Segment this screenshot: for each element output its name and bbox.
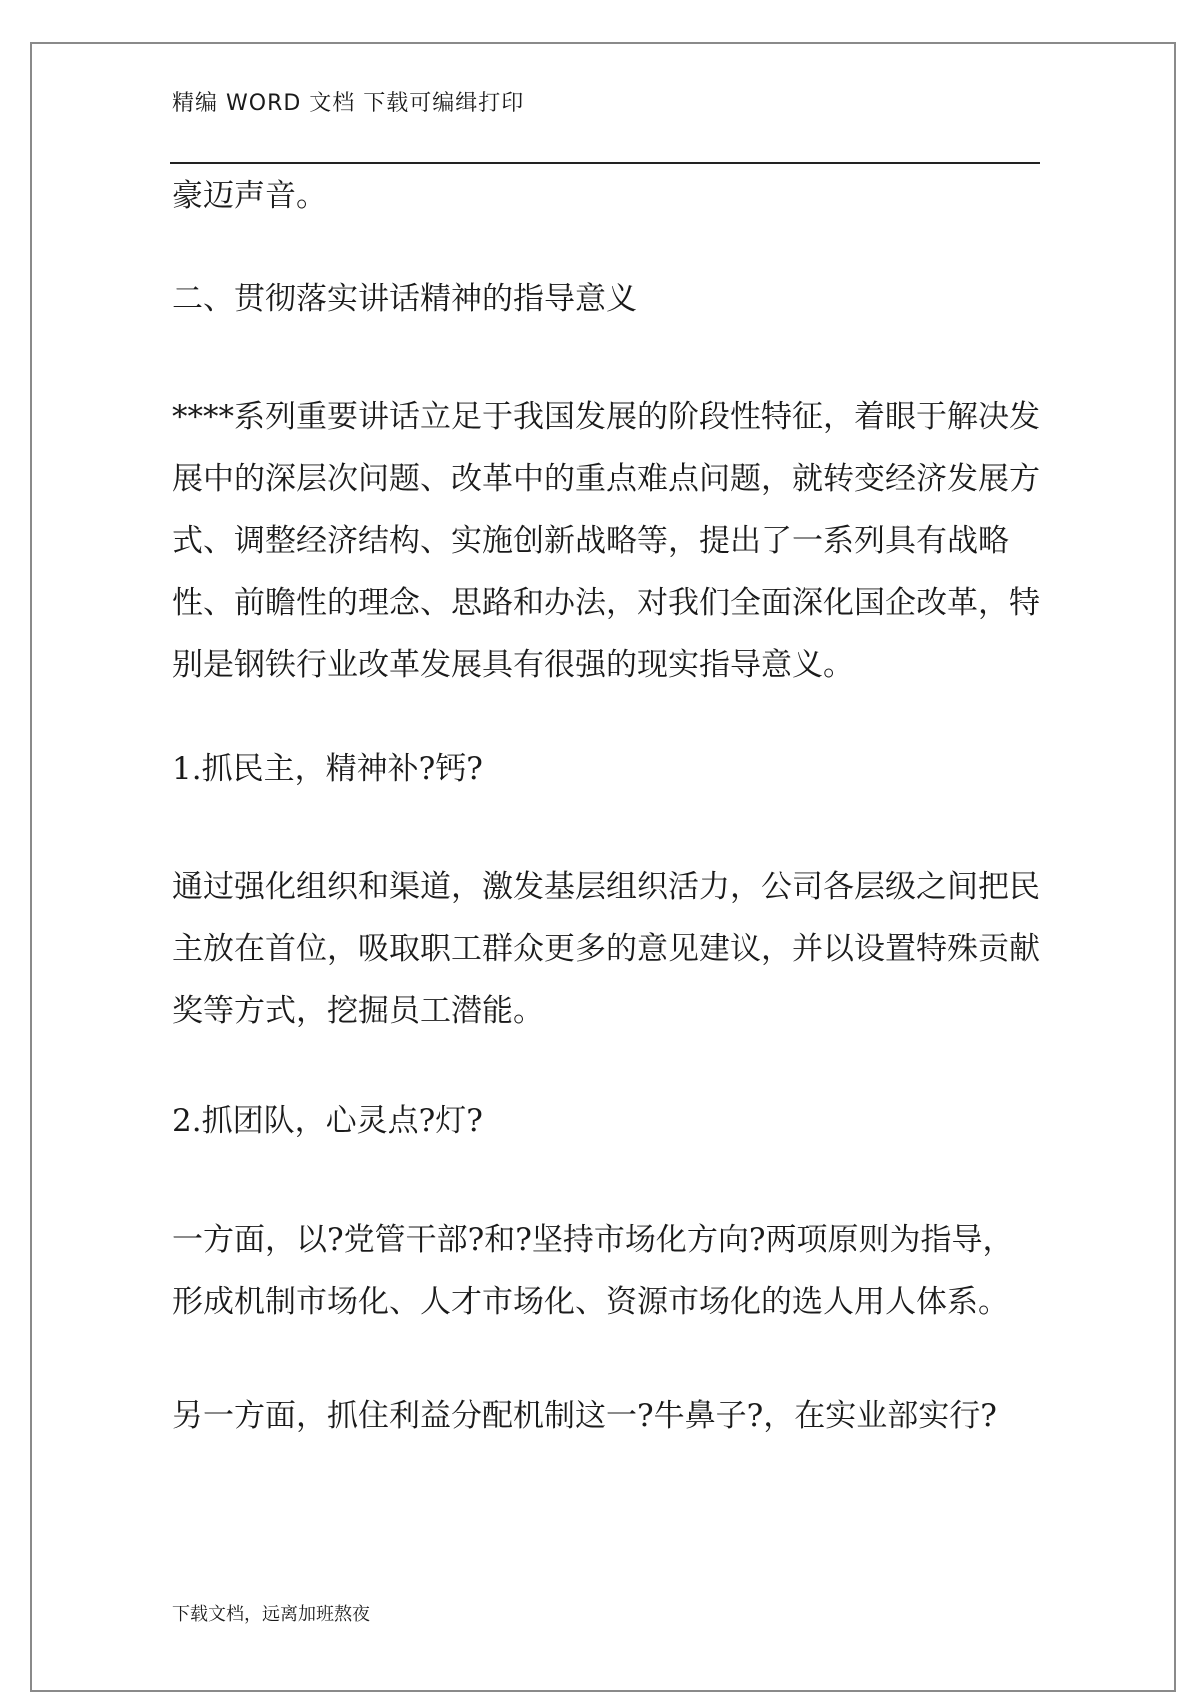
paragraph-continuation [172, 165, 1042, 227]
paragraph-block [172, 856, 1042, 1042]
subheading-text: 1.抓民主，精神补?钙? [172, 751, 483, 787]
subheading-2 [172, 1090, 1042, 1152]
paragraph: 另一方面，抓住利益分配机制这一?牛鼻子?，在实业部实行? [172, 1398, 997, 1434]
page-footer: 下载文档，远离加班熬夜 [172, 1604, 370, 1625]
paragraph-block [172, 386, 1042, 696]
subheading-1 [172, 738, 1042, 800]
paragraph-block [172, 1385, 1042, 1447]
paragraph: 一方面，以?党管干部?和?坚持市场化方向?两项原则为指导，形成机制市场化、人才市场化、资源市场化的选人用人体系。 [172, 1222, 1014, 1320]
subheading-text: 2.抓团队，心灵点?灯? [172, 1103, 483, 1139]
section-heading [172, 268, 1042, 330]
paragraph: ****系列重要讲话立足于我国发展的阶段性特征，着眼于解决发展中的深层次问题、改革中的重点难点问题，就转变经济发展方式、调整经济结构、实施创新战略等，提出了一系列具有战略性、前瞻性的理念、思路和办法，对我们全面深化国企改革，特别是钢铁行业改革发展具有很强的现实指导意义。 [172, 399, 1040, 683]
paragraph-block [172, 1209, 1042, 1333]
heading-text: 二、贯彻落实讲话精神的指导意义 [172, 281, 637, 317]
paragraph: 豪迈声音。 [172, 178, 327, 214]
paragraph: 通过强化组织和渠道，激发基层组织活力，公司各层级之间把民主放在首位，吸取职工群众更多的意见建议，并以设置特殊贡献奖等方式，挖掘员工潜能。 [172, 869, 1040, 1029]
page-header: 精编 WORD 文档 下载可编缉打印 [172, 91, 525, 116]
header-divider [170, 162, 1040, 164]
